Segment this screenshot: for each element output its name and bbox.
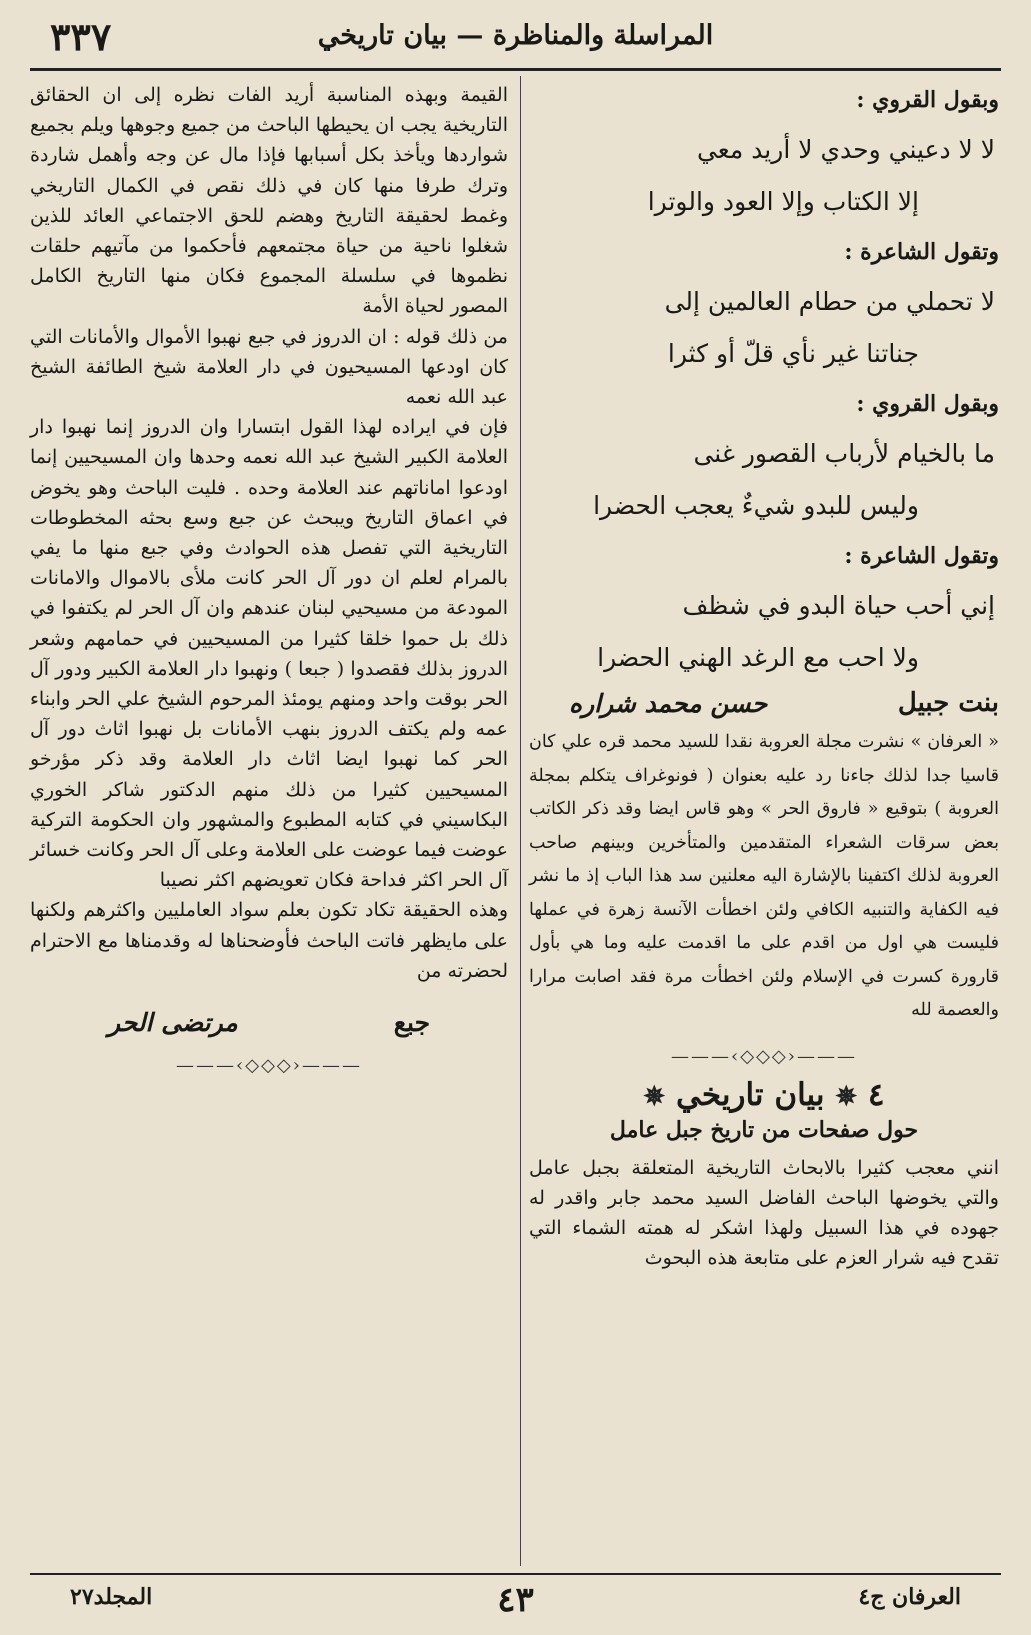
footer-rule — [30, 1573, 1001, 1575]
volume-number: المجلد٢٧ — [70, 1584, 153, 1610]
paragraph: القيمة وبهذه المناسبة أريد الفات نظره إلى ان الحقائق التاريخية يجب ان يحيطها الباحث من جميع وجوهها ويلم بجميع شواردها ويأخذ بكل أسبابها فإذا مال عن وجه وأهمل شاردة وترك طرفا منها كان في ذلك نقص في الكمال التاريخي وغمط لحقيقة التاريخ وهضم للحق الاجتماعي العائد للذين شغلوا ناحية من حياة مجتمعهم فأحكموا من مآتيهم حلقات نظموها في سلسلة المجموع فكان منها التاريخ الكامل المصور لحياة الأمة — [30, 84, 508, 318]
verse-line: لا لا دعيني وحدي لا أريد معي — [696, 135, 995, 164]
speaker-line: وتقول الشاعرة : — [844, 543, 999, 569]
paragraph: وهذه الحقيقة تكاد تكون بعلم سواد العامليين واكثرهم ولكنها على مايظهر فاتت الباحث فأوضحناها له وقدمناها مع الاحترام لحضرته من — [30, 899, 508, 982]
page-header — [30, 10, 1001, 68]
page-footer — [30, 1580, 1001, 1620]
section-title — [529, 1077, 999, 1113]
verse-line: إلا الكتاب وإلا العود والوترا — [647, 187, 919, 216]
ornament-star-icon: ✵ — [643, 1081, 666, 1112]
column-divider — [520, 76, 521, 1566]
header-rule — [30, 68, 1001, 71]
ornament-star-icon: ✵ — [835, 1081, 858, 1112]
ornament-divider: ———‹◇◇◇›——— — [176, 1055, 362, 1077]
footer-page-number: ٤٣ — [497, 1580, 534, 1620]
section-title-text: بيان تاريخي — [676, 1076, 825, 1113]
compiler-place: جبع — [393, 1008, 431, 1038]
section-body: انني معجب كثيرا بالابحاث التاريخية المتعلقة بجبل عامل والتي يخوضها الباحث الفاضل السيد محمد جابر واقدر له جهوده في هذا السبيل ولهذا اشكر له همته الشماء التي تقدح فيه شرار العزم على متابعة هذه البحوث — [529, 1156, 999, 1270]
verse-line: جناتنا غير نأي قلّ أو كثرا — [667, 339, 919, 368]
signoff — [529, 688, 999, 718]
speaker-line: وبقول القروي : — [856, 391, 999, 417]
verse-line: لا تحملي من حطام العالمين إلى — [664, 287, 995, 316]
section-subtitle: حول صفحات من تاريخ جبل عامل — [609, 1116, 919, 1143]
verse-line: إني أحب حياة البدو في شظف — [682, 591, 995, 620]
journal-issue: العرفان ج٤ — [858, 1584, 961, 1610]
verse-line: ما بالخيام لأرباب القصور غنى — [693, 439, 995, 468]
verse-line: ولا احب مع الرغد الهني الحضرا — [597, 643, 919, 672]
compiler-name: مرتضى الحر — [107, 1008, 238, 1038]
running-head: المراسلة والمناظرة — بيان تاريخي — [317, 20, 714, 51]
ornament-divider: ———‹◇◇◇›——— — [671, 1045, 857, 1067]
paragraph: فإن في ايراده لهذا القول ابتسارا وان الدروز إنما نهبوا دار العلامة الكبير الشيخ عبد الله نعمه وحدها وان المسيحيين إنما اودعوا اماناتهم عند العلامة وحده . فليت الباحث وهو يخوض في اعماق التاريخ ويبحث عن جبع وسع بحثه المخطوطات التاريخية التي تفصل هذه الحوادث وفي جبع منها ما يفي بالمرام لعلم ان دور آل الحر كانت ملأى بالاموال والامانات المودعة من مسيحيي لبنان عندهم وان آل الحر لم يكتفوا في ذلك بل حموا خلقا كثيرا من المسيحيين في حمامهم وشعر الدروز بذلك فقصدوا ( جبعا ) ونهبوا دار العلامة الكبير ودور آل الحر بوقت واحد ومنهم يومئذ المرحوم الشيخ علي الحر وابناء عمه ولم يكتف الدروز بنهب الأمانات بل نهبوا اثاث دور آل الحر كما نهبوا ايضا اثاث دار العلامة وقد ذكر مؤرخو المسيحيين كثيرا من ذلك منهم الدكتور شاكر الخوري البكاسيني في كتابه المطبوع والمشهور وان الحكومة التركية عوضت فيما عوضت على العلامة وعلى آل الحر وكانت خسائر آل الحر اكثر فداحة فكان تعويضهم اكثر نصيبا — [30, 416, 509, 892]
speaker-line: وتقول الشاعرة : — [844, 239, 999, 265]
page-number: ٣٣٧ — [50, 14, 112, 59]
verse-line: وليس للبدو شيءٌ يعجب الحضرا — [593, 491, 919, 520]
speaker-line: وبقول القروي : — [856, 87, 999, 113]
left-column — [30, 80, 508, 1086]
paragraph: من ذلك قوله : ان الدروز في جبع نهبوا الأموال والأمانات التي كان اودعها المسيحيون في دار العلامة شيخ الطائفة الشيخ عبد الله نعمه — [30, 325, 508, 409]
editor-note: « العرفان » نشرت مجلة العروبة نقدا للسيد محمد قره علي كان قاسيا جدا لذلك جاءنا رد عليه بعنوان ( فونوغراف يتكلم بمجلة العروبة ) بتوقيع « فاروق الحر » وهو قاس ايضا وقد ذكر الكاتب بعض سرقات الشعراء المتقدمين والمتأخرين وبينهم صاحب العروبة لذلك اكتفينا بالإشارة اليه معلنين سد هذا الباب إذ ما نشر فيه الكفاية والتنبيه الكافي ولئن اخطأت الآنسة زهرة في عملها فليست هي اول من اقدم على ما اقدمت عليه وما هي بأول قارورة كسرت في الإسلام ولئن اخطأت مرة فقد اصابت مرارا والعصمة لله — [529, 732, 999, 1020]
right-column — [529, 80, 999, 1273]
signoff-name: حسن محمد شراره — [569, 688, 768, 718]
compiler-signoff — [30, 1008, 508, 1037]
section-number: ٤ — [867, 1076, 885, 1113]
signoff-place: بنت جبيل — [897, 688, 999, 718]
